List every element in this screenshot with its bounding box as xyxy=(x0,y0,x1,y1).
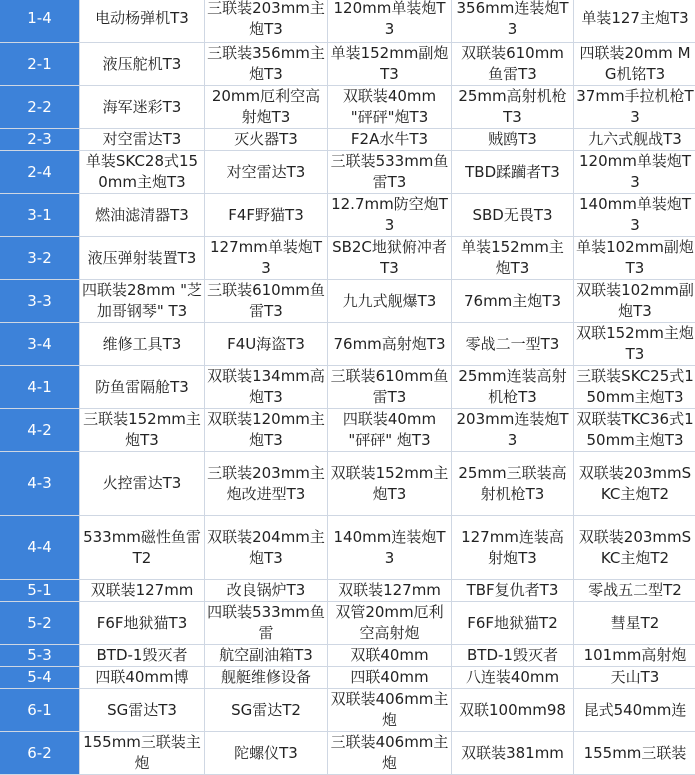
equipment-cell: 双联装203mmSKC主炮T2 xyxy=(574,516,695,580)
equipment-cell: 零战五二型T2 xyxy=(574,580,695,602)
equipment-cell: SG雷达T3 xyxy=(80,689,205,732)
equipment-cell: 维修工具T3 xyxy=(80,323,205,366)
equipment-cell: 203mm连装炮T3 xyxy=(452,409,574,452)
equipment-cell: 昆式540mm连 xyxy=(574,689,695,732)
equipment-cell: 37mm手拉机枪T3 xyxy=(574,86,695,129)
map-stage-cell: 6-1 xyxy=(0,689,80,732)
equipment-cell: 双联装134mm高炮T3 xyxy=(205,366,328,409)
map-stage-cell: 2-2 xyxy=(0,86,80,129)
equipment-cell: 三联装610mm鱼雷T3 xyxy=(328,366,452,409)
equipment-cell: 八连装40mm xyxy=(452,667,574,689)
equipment-cell: 三联装356mm主炮T3 xyxy=(205,43,328,86)
equipment-cell: 155mm三联装主炮 xyxy=(80,732,205,775)
equipment-cell: 四联装533mm鱼雷 xyxy=(205,602,328,645)
equipment-cell: 四联装20mm MG机铭T3 xyxy=(574,43,695,86)
table-row xyxy=(0,667,695,689)
equipment-cell: 天山T3 xyxy=(574,667,695,689)
equipment-cell: 双联152mm主炮T3 xyxy=(574,323,695,366)
table-row xyxy=(0,452,695,516)
equipment-cell: 12.7mm防空炮T3 xyxy=(328,194,452,237)
map-stage-cell: 5-3 xyxy=(0,645,80,667)
map-stage-cell: 3-3 xyxy=(0,280,80,323)
equipment-cell: 双联装102mm副炮T3 xyxy=(574,280,695,323)
table-row xyxy=(0,602,695,645)
table-row xyxy=(0,323,695,366)
equipment-cell: 双联装TKC36式150mm主炮T3 xyxy=(574,409,695,452)
equipment-cell: TBD蹂躏者T3 xyxy=(452,151,574,194)
equipment-cell: 对空雷达T3 xyxy=(205,151,328,194)
equipment-cell: 双联装40mm "砰砰"炮T3 xyxy=(328,86,452,129)
table-row xyxy=(0,194,695,237)
table-row xyxy=(0,409,695,452)
table-row xyxy=(0,689,695,732)
equipment-cell: 20mm厄利空高射炮T3 xyxy=(205,86,328,129)
equipment-cell: 零战二一型T3 xyxy=(452,323,574,366)
map-stage-cell: 5-4 xyxy=(0,667,80,689)
table-row xyxy=(0,129,695,151)
equipment-cell: 155mm三联装 xyxy=(574,732,695,775)
equipment-cell: 双联装204mm主炮T3 xyxy=(205,516,328,580)
equipment-cell: F4F野猫T3 xyxy=(205,194,328,237)
equipment-cell: 九九式舰爆T3 xyxy=(328,280,452,323)
map-stage-cell: 5-1 xyxy=(0,580,80,602)
table-row xyxy=(0,151,695,194)
equipment-cell: 101mm高射炮 xyxy=(574,645,695,667)
equipment-cell: 三联装610mm鱼雷T3 xyxy=(205,280,328,323)
table-row xyxy=(0,732,695,775)
equipment-cell: 双联装610mm鱼雷T3 xyxy=(452,43,574,86)
equipment-cell: 液压舵机T3 xyxy=(80,43,205,86)
equipment-cell: 四联装28mm "芝加哥钢琴" T3 xyxy=(80,280,205,323)
equipment-cell: 防鱼雷隔舱T3 xyxy=(80,366,205,409)
equipment-cell: 火控雷达T3 xyxy=(80,452,205,516)
equipment-cell: 航空副油箱T3 xyxy=(205,645,328,667)
equipment-cell: 533mm磁性鱼雷T2 xyxy=(80,516,205,580)
equipment-cell: 灭火器T3 xyxy=(205,129,328,151)
map-stage-cell: 5-2 xyxy=(0,602,80,645)
equipment-cell: 海军迷彩T3 xyxy=(80,86,205,129)
map-stage-cell: 3-1 xyxy=(0,194,80,237)
equipment-cell: 双联装152mm主炮T3 xyxy=(328,452,452,516)
equipment-cell: F6F地狱猫T3 xyxy=(80,602,205,645)
equipment-cell: 四联装40mm "砰砰" 炮T3 xyxy=(328,409,452,452)
equipment-cell: 127mm单装炮T3 xyxy=(205,237,328,280)
equipment-cell: 四联40mm博 xyxy=(80,667,205,689)
map-stage-cell: 4-4 xyxy=(0,516,80,580)
equipment-cell: 单装152mm主炮T3 xyxy=(452,237,574,280)
table-row xyxy=(0,43,695,86)
equipment-cell: 液压弹射装置T3 xyxy=(80,237,205,280)
equipment-cell: 120mm单装炮T3 xyxy=(574,151,695,194)
equipment-cell: 九六式舰战T3 xyxy=(574,129,695,151)
equipment-cell: 三联装152mm主炮T3 xyxy=(80,409,205,452)
equipment-cell: 三联装406mm主炮 xyxy=(328,732,452,775)
equipment-cell: 单装102mm副炮T3 xyxy=(574,237,695,280)
equipment-cell: BTD-1毁灭者 xyxy=(80,645,205,667)
table-row xyxy=(0,366,695,409)
equipment-cell: 四联40mm xyxy=(328,667,452,689)
equipment-cell: 双联装203mmSKC主炮T2 xyxy=(574,452,695,516)
equipment-cell: 燃油滤清器T3 xyxy=(80,194,205,237)
equipment-cell: 三联装203mm主炮改进型T3 xyxy=(205,452,328,516)
table-row xyxy=(0,645,695,667)
equipment-cell: 双管20mm厄利空高射炮 xyxy=(328,602,452,645)
map-stage-cell: 2-4 xyxy=(0,151,80,194)
equipment-cell: SBD无畏T3 xyxy=(452,194,574,237)
table-row xyxy=(0,86,695,129)
equipment-cell: 140mm连装炮T3 xyxy=(328,516,452,580)
equipment-cell: 76mm主炮T3 xyxy=(452,280,574,323)
equipment-cell: F4U海盗T3 xyxy=(205,323,328,366)
table-row xyxy=(0,280,695,323)
map-stage-cell: 4-2 xyxy=(0,409,80,452)
equipment-cell: TBF复仇者T3 xyxy=(452,580,574,602)
table-row xyxy=(0,580,695,602)
equipment-cell: 356mm连装炮T3 xyxy=(452,0,574,43)
equipment-cell: 单装152mm副炮T3 xyxy=(328,43,452,86)
equipment-cell: 三联装533mm鱼雷T3 xyxy=(328,151,452,194)
equipment-cell: SG雷达T2 xyxy=(205,689,328,732)
equipment-cell: F6F地狱猫T2 xyxy=(452,602,574,645)
map-stage-cell: 3-4 xyxy=(0,323,80,366)
equipment-cell: 彗星T2 xyxy=(574,602,695,645)
equipment-cell: 对空雷达T3 xyxy=(80,129,205,151)
map-stage-cell: 4-1 xyxy=(0,366,80,409)
table-row xyxy=(0,237,695,280)
equipment-cell: 双联装127mm xyxy=(328,580,452,602)
map-stage-cell: 3-2 xyxy=(0,237,80,280)
equipment-cell: 120mm单装炮T3 xyxy=(328,0,452,43)
equipment-cell: 陀螺仪T3 xyxy=(205,732,328,775)
equipment-cell: 双联100mm98 xyxy=(452,689,574,732)
equipment-cell: 76mm高射炮T3 xyxy=(328,323,452,366)
equipment-cell: 25mm高射机枪T3 xyxy=(452,86,574,129)
equipment-cell: 舰艇维修设备 xyxy=(205,667,328,689)
map-stage-cell: 6-2 xyxy=(0,732,80,775)
equipment-cell: 电动杨弹机T3 xyxy=(80,0,205,43)
equipment-cell: 双联装120mm主炮T3 xyxy=(205,409,328,452)
equipment-cell: 127mm连装高射炮T3 xyxy=(452,516,574,580)
equipment-cell: 双联装381mm xyxy=(452,732,574,775)
map-stage-cell: 2-3 xyxy=(0,129,80,151)
table-row xyxy=(0,516,695,580)
equipment-cell: BTD-1毁灭者 xyxy=(452,645,574,667)
equipment-cell: 双联40mm xyxy=(328,645,452,667)
equipment-cell: 三联装203mm主炮T3 xyxy=(205,0,328,43)
equipment-cell: 改良锅炉T3 xyxy=(205,580,328,602)
equipment-cell: 双联装127mm xyxy=(80,580,205,602)
map-stage-cell: 1-4 xyxy=(0,0,80,43)
map-stage-cell: 4-3 xyxy=(0,452,80,516)
equipment-cell: 双联装406mm主炮 xyxy=(328,689,452,732)
map-stage-cell: 2-1 xyxy=(0,43,80,86)
equipment-cell: F2A水牛T3 xyxy=(328,129,452,151)
equipment-cell: 单装127主炮T3 xyxy=(574,0,695,43)
equipment-cell: 三联装SKC25式150mm主炮T3 xyxy=(574,366,695,409)
equipment-cell: 单装SKC28式150mm主炮T3 xyxy=(80,151,205,194)
equipment-cell: 25mm连装高射机枪T3 xyxy=(452,366,574,409)
equipment-cell: SB2C地狱俯冲者T3 xyxy=(328,237,452,280)
equipment-cell: 140mm单装炮T3 xyxy=(574,194,695,237)
equipment-cell: 贼鸥T3 xyxy=(452,129,574,151)
equipment-cell: 25mm三联装高射机枪T3 xyxy=(452,452,574,516)
table-row xyxy=(0,0,695,43)
